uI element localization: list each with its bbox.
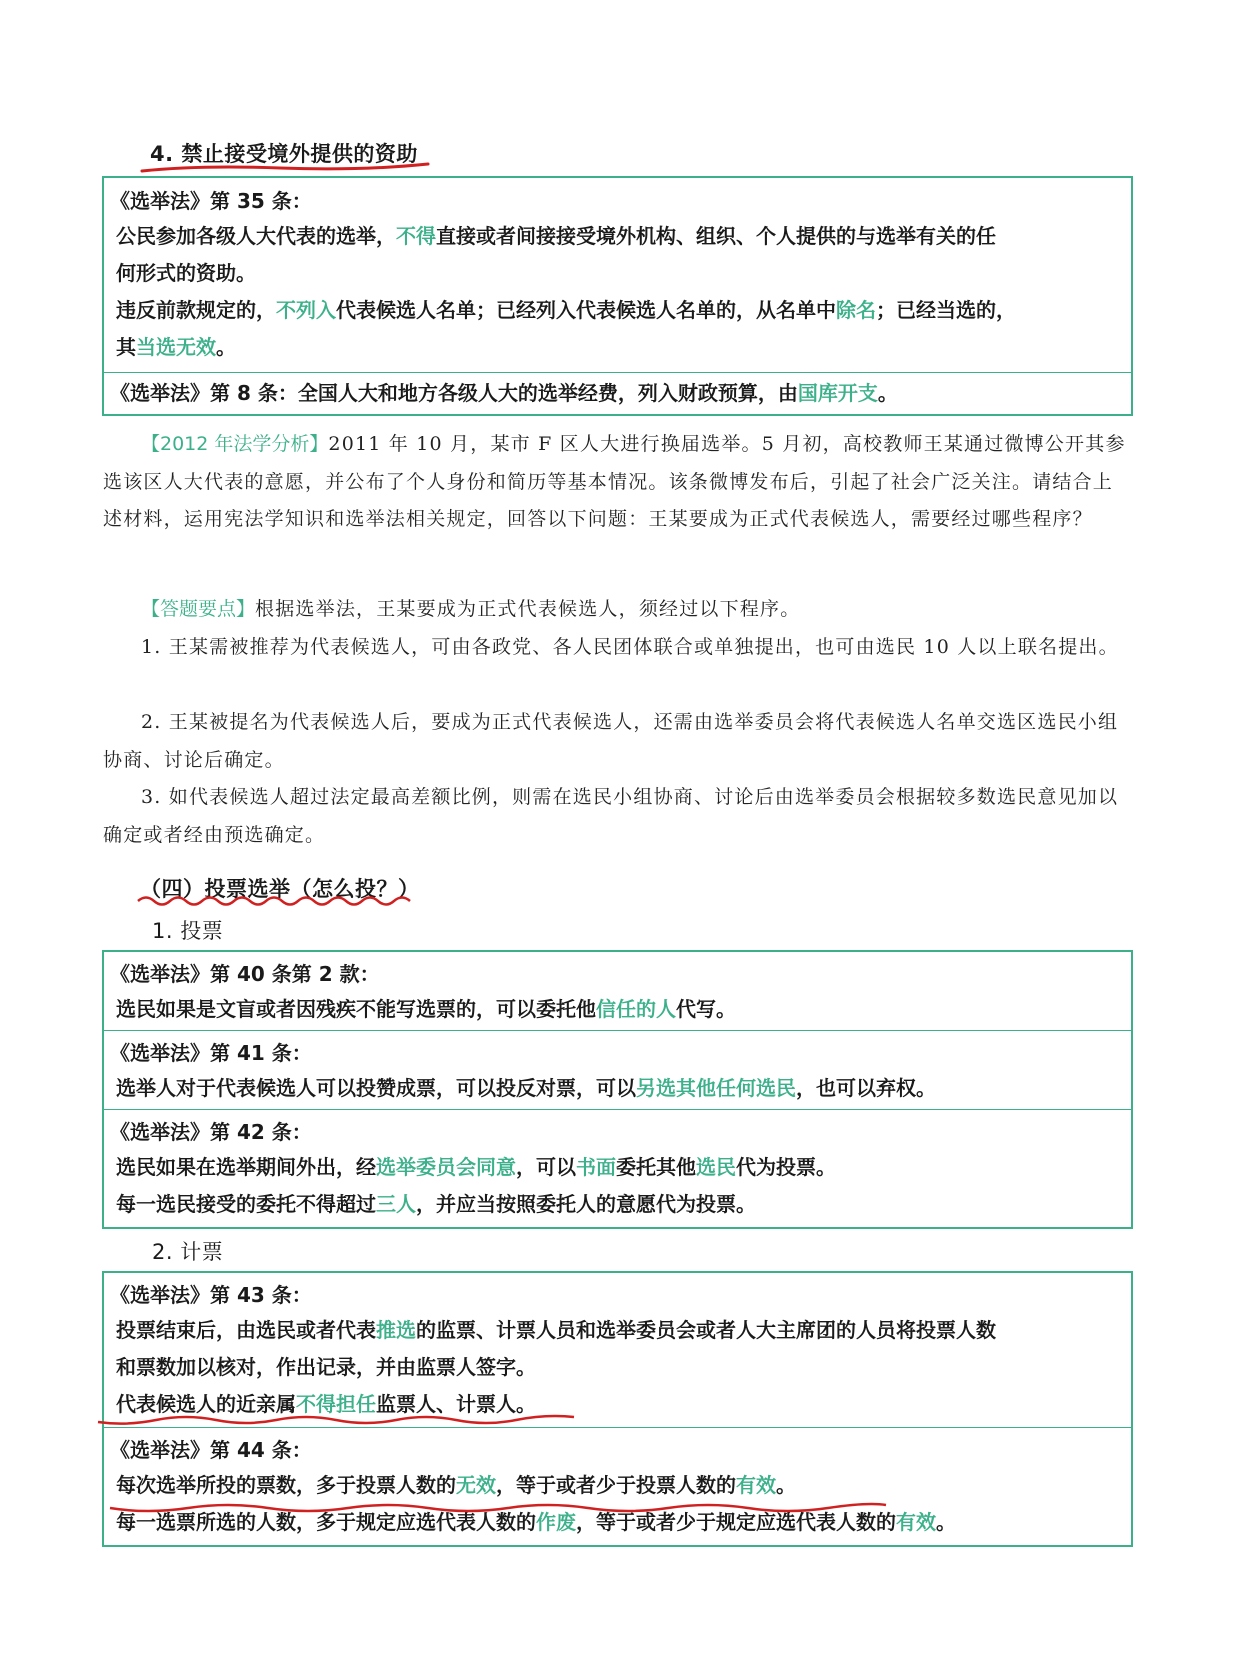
highlight: 书面 — [576, 1155, 616, 1179]
law-article-35 — [104, 178, 1131, 372]
answer-point-2: 2. 王某被提名为代表候选人后，要成为正式代表候选人，还需由选举委员会将代表候选人名单交选区选民小组协商、讨论后确定。 — [103, 711, 1119, 771]
case-label: 【2012 年法学分析】 — [141, 433, 329, 455]
article-citation: 《选举法》第 42 条： — [110, 1120, 312, 1144]
red-wavy-underline — [108, 1500, 888, 1516]
article-citation: 《选举法》第 44 条： — [110, 1438, 312, 1462]
red-wavy-underline — [136, 893, 426, 909]
highlight: 另选其他任何选民 — [636, 1076, 796, 1100]
section-heading-voting: （四）投票选举（怎么投？） — [140, 877, 420, 901]
highlight: 选民 — [696, 1155, 736, 1179]
law-article-41 — [104, 1030, 1131, 1109]
red-wavy-underline — [96, 1411, 576, 1427]
subheading-counting: 2. 计票 — [152, 1240, 224, 1264]
article-line: 每次选举所投的票数，多于投票人数的无效，等于或者少于投票人数的有效。 — [116, 1473, 796, 1497]
answer-point-3: 3. 如代表候选人超过法定最高差额比例，则需在选民小组协商、讨论后由选举委员会根据较多数选民意见加以确定或者经由预选确定。 — [103, 786, 1119, 846]
law-article-8 — [104, 372, 1131, 414]
highlight: 作废 — [536, 1510, 576, 1534]
law-article-40 — [104, 952, 1131, 1030]
article-line: 选民如果是文盲或者因残疾不能写选票的，可以委托他信任的人代写。 — [116, 997, 736, 1021]
article-line: 公民参加各级人大代表的选举，不得直接或者间接接受境外机构、组织、个人提供的与选举有关的任 — [116, 224, 996, 248]
article-citation: 《选举法》第 41 条： — [110, 1041, 312, 1065]
highlight: 不列入 — [276, 298, 336, 322]
section-heading-text: 4. 禁止接受境外提供的资助 — [150, 142, 418, 166]
article-line: 每一选票所选的人数，多于规定应选代表人数的作废，等于或者少于规定应选代表人数的有效。 — [116, 1510, 956, 1534]
highlight: 当选无效 — [136, 335, 216, 359]
article-line: 代表候选人的近亲属不得担任监票人、计票人。 — [116, 1392, 536, 1416]
article-line: 每一选民接受的委托不得超过三人，并应当按照委托人的意愿代为投票。 — [116, 1192, 756, 1216]
law-box-funding — [102, 176, 1133, 416]
article-line: 和票数加以核对，作出记录，并由监票人签字。 — [116, 1355, 536, 1379]
answer-intro: 【答题要点】根据选举法，王某要成为正式代表候选人，须经过以下程序。 — [141, 598, 801, 620]
article-line: 其当选无效。 — [116, 335, 236, 359]
article-line: 选举人对于代表候选人可以投赞成票，可以投反对票，可以另选其他任何选民，也可以弃权。 — [116, 1076, 936, 1100]
highlight: 国库开支 — [797, 381, 878, 405]
highlight: 不得 — [396, 224, 436, 248]
highlight: 选举委员会同意 — [376, 1155, 516, 1179]
article-citation: 《选举法》第 43 条： — [110, 1283, 312, 1307]
answer-point-1: 1. 王某需被推荐为代表候选人，可由各政党、各人民团体联合或单独提出，也可由选民 10 人以上联名提出。 — [141, 636, 1119, 658]
answer-label: 【答题要点】 — [141, 598, 256, 620]
highlight: 无效 — [456, 1473, 496, 1497]
law-article-43 — [104, 1273, 1131, 1427]
case-text: 2011 年 10 月，某市 F 区人大进行换届选举。5 月初，高校教师王某通过微博公开其参选该区人大代表的意愿，并公布了个人身份和简历等基本情况。该条微博发布后，引起了社会广泛关注。请结合上述材料，运用宪法学知识和选举法相关规定，回答以下问题：王某要成为正式代表候选人，需要经过哪些程序？ — [103, 433, 1126, 530]
highlight: 三人 — [376, 1192, 416, 1216]
article-line: 何形式的资助。 — [116, 261, 256, 285]
highlight: 推选 — [376, 1318, 416, 1342]
highlight: 有效 — [896, 1510, 936, 1534]
article-citation: 《选举法》第 35 条： — [110, 189, 312, 213]
law-box-counting — [102, 1271, 1133, 1547]
article-line: 选民如果在选举期间外出，经选举委员会同意，可以书面委托其他选民代为投票。 — [116, 1155, 836, 1179]
law-article-42 — [104, 1109, 1131, 1227]
highlight: 信任的人 — [596, 997, 676, 1021]
law-article-44 — [104, 1427, 1131, 1545]
article-citation: 《选举法》第 40 条第 2 款： — [110, 962, 380, 986]
law-box-voting — [102, 950, 1133, 1229]
highlight: 不得担任 — [296, 1392, 376, 1416]
article-line: 违反前款规定的，不列入代表候选人名单；已经列入代表候选人名单的，从名单中除名；已经当选的， — [116, 298, 1016, 322]
red-underline-mark — [140, 160, 430, 176]
article-line: 《选举法》第 8 条：全国人大和地方各级人大的选举经费，列入财政预算，由国库开支。 — [110, 381, 898, 405]
highlight: 除名 — [836, 298, 876, 322]
case-analysis-paragraph — [103, 426, 1133, 539]
subheading-voting: 1. 投票 — [152, 919, 224, 943]
highlight: 有效 — [736, 1473, 776, 1497]
article-line: 投票结束后，由选民或者代表推选的监票、计票人员和选举委员会或者人大主席团的人员将投票人数 — [116, 1318, 996, 1342]
